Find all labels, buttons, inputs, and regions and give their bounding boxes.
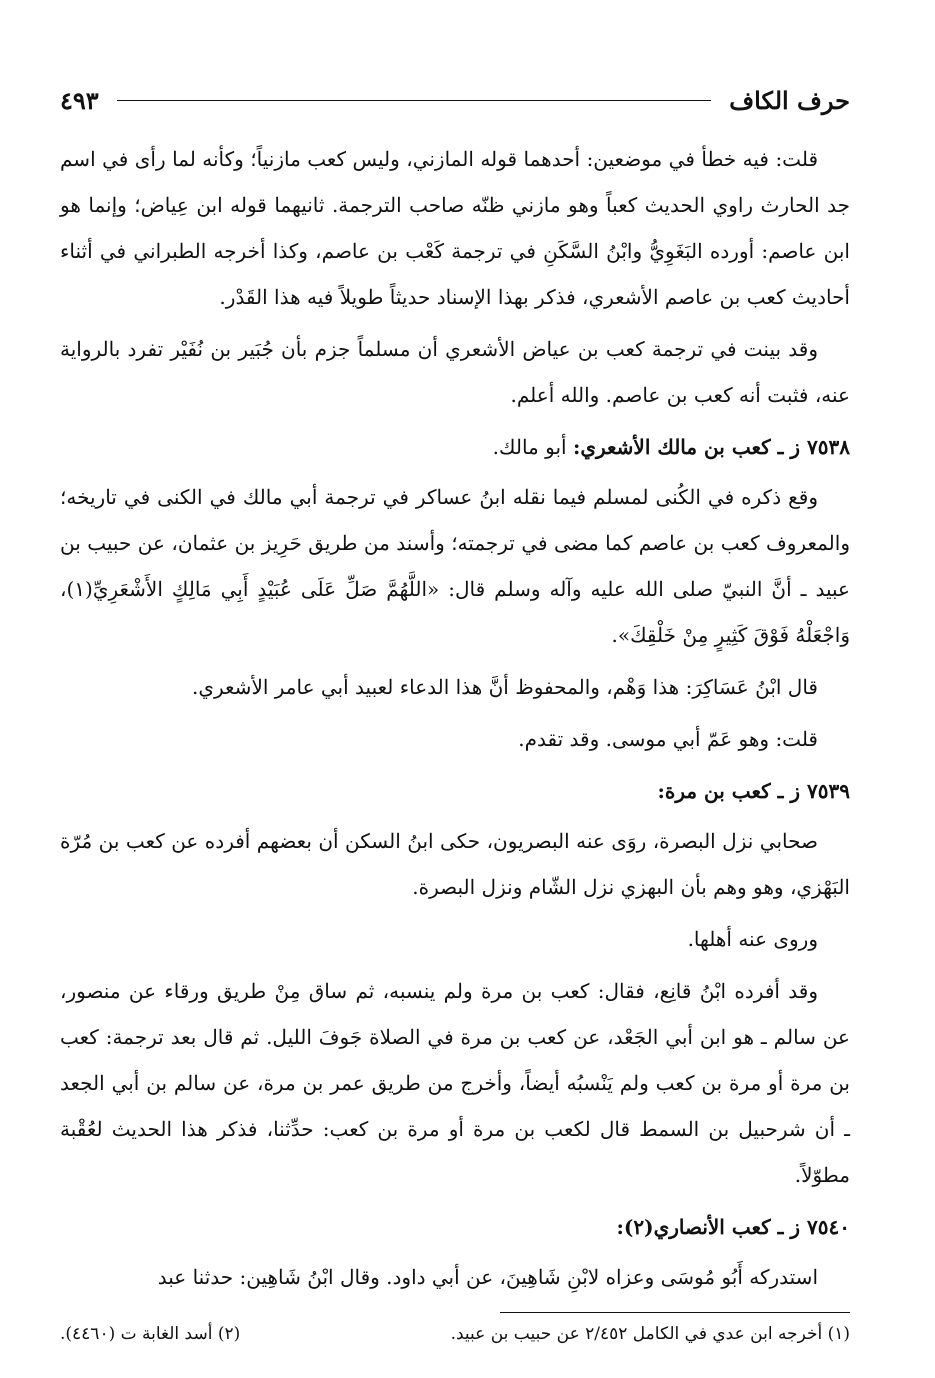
footnote-rule xyxy=(500,1312,850,1313)
paragraph: صحابي نزل البصرة، روَى عنه البصريون، حكى ابنُ السكن أن بعضهم أفرده عن كعب بن مُرّة البَهْزي، وهو وهم بأن البهزي نزل الشّام ونزل البصرة. xyxy=(60,829,850,899)
paragraph: قلت: فيه خطأ في موضعين: أحدهما قوله المازني، وليس كعب مازنياً؛ وكأنه لما رأى في اسم جد الحارث راوي الحديث كعباً وهو مازني ظنّه صاحب الترجمة. ثانيهما قوله ابن عِياض؛ وإنما هو ابن عاصم: أورده البَغَوِيُّ وابْنُ السَّكَنِ في ترجمة كَعْب بن عاصم، وكذا أخرجه الطبراني في أثناء أحاديث كعب بن عاصم الأشعري، فذكر بهذا الإسناد حديثاً طويلاً فيه هذا القَدْر. xyxy=(60,147,850,309)
page xyxy=(60,78,850,1306)
entry-title: ٧٥٤٠ ز ـ كعب الأنصاري(٢): xyxy=(616,1215,850,1239)
paragraph: وقد بينت في ترجمة كعب بن عياض الأشعري أن مسلماً جزم بأن جُبَير بن نُفَيْر تفرد بالرواية عنه، فثبت أنه كعب بن عاصم. والله أعلم. xyxy=(60,337,850,407)
paragraph: قال ابْنُ عَسَاكِرَ: هذا وَهْم، والمحفوظ أنَّ هذا الدعاء لعبيد أبي عامر الأشعري. xyxy=(191,675,818,699)
paragraph: وقد أفرده ابْنُ قانِع، فقال: كعب بن مرة ولم ينسبه، ثم ساق مِنْ طريق ورقاء عن منصور، عن سالم ـ هو ابن أبي الجَعْد، عن كعب بن مرة في الصلاة جَوفَ الليل. ثم قال بعد ترجمة: كعب بن مرة أو مرة بن كعب ولم يَنْسبُه أيضاً، وأخرج من طريق عمر بن مرة، عن سالم بن أبي الجعد ـ أن شرحبيل بن السمط قال لكعب بن مرة أو مرة بن كعب: حدِّثنا، فذكر هذا الحديث لعُقْبة مطوّلاً. xyxy=(60,979,850,1187)
entry-rest: أبو مالك. xyxy=(492,435,573,459)
paragraph: وروى عنه أهلها. xyxy=(687,927,818,951)
header-rule xyxy=(117,100,712,101)
running-header xyxy=(60,78,850,122)
entry-heading xyxy=(60,768,850,814)
page-number: ٤٩٣ xyxy=(60,85,99,115)
entry-heading xyxy=(60,424,850,470)
footnote-row xyxy=(60,1321,850,1347)
entry-heading xyxy=(60,1204,850,1250)
footnote-2: (٢) أسد الغابة ت (٤٤٦٠). xyxy=(60,1324,241,1344)
footnote-1: (١) أخرجه ابن عدي في الكامل ٢/٤٥٢ عن حبيب بن عبيد. xyxy=(450,1324,850,1344)
body-text xyxy=(60,136,850,1300)
paragraph: استدركه أَبُو مُوسَى وعزاه لابْنِ شَاهِينَ، عن أبي داود. وقال ابْنُ شَاهِين: حدثنا عبد xyxy=(157,1265,818,1289)
footnotes xyxy=(60,1312,850,1347)
entry-title: ٧٥٣٨ ز ـ كعب بن مالك الأشعري: xyxy=(572,435,850,459)
chapter-title: حرف الكاف xyxy=(729,85,850,115)
paragraph: قلت: وهو عَمّ أبي موسى. وقد تقدم. xyxy=(518,727,818,751)
entry-title: ٧٥٣٩ ز ـ كعب بن مرة: xyxy=(657,779,850,803)
paragraph: وقع ذكره في الكُنى لمسلم فيما نقله ابنُ عساكر في ترجمة أبي مالك في الكنى في تاريخه؛ والمعروف كعب بن عاصم كما مضى في ترجمته؛ وأسند من طريق حَرِيز بن عثمان، عن حبيب بن عبيد ـ أنَّ النبيّ صلى الله عليه وآله وسلم قال: «اللَّهُمَّ صَلِّ عَلَى عُبَيْدٍ أَبِي مَالِكٍ الأَشْعَرِيِّ(١)، وَاجْعَلْهُ فَوْقَ كَثِيرٍ مِنْ خَلْقِكَ». xyxy=(60,485,850,647)
